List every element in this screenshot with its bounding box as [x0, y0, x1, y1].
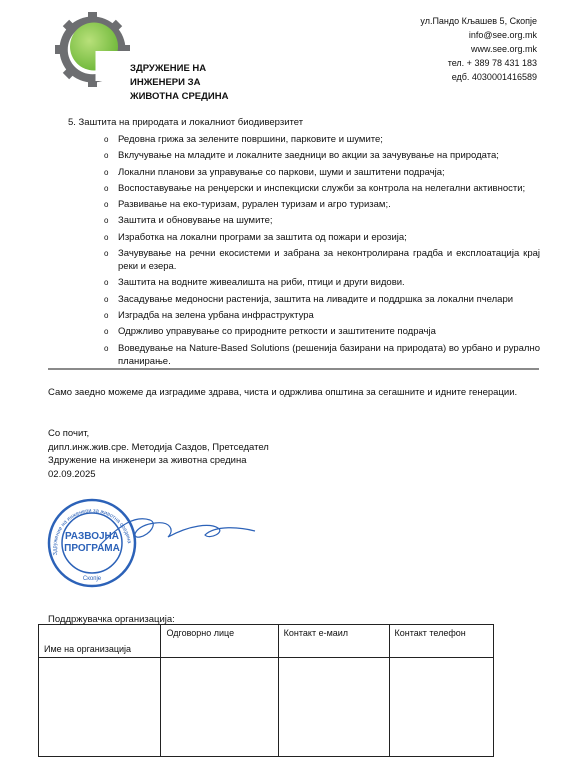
table-row — [39, 625, 494, 658]
bullet-marker: o — [104, 310, 109, 320]
list-item: o Воспоставување на ренџерски и инспекциски служби за контрола на нелегални активности; — [104, 182, 526, 194]
table-row — [39, 658, 494, 757]
column-header-responsible-person: Одговорно лице — [161, 625, 278, 658]
list-item: o Заштита и обновување на шумите; — [104, 215, 273, 227]
list-item: o Заштита на водните живеалишта на риби, птици и други видови. — [104, 277, 405, 289]
section-title: 5. Заштита на природата и локалниот биодиверзитет — [68, 117, 304, 128]
bullet-marker: o — [104, 167, 109, 177]
organization-name — [130, 62, 228, 104]
closing-statement: Само заедно можеме да изградиме здрава, чиста и одржлива општина за сегашните и идните генерации. — [48, 387, 518, 398]
list-item: o Локални планови за управување со паркови, шуми и заштитени подрачја; — [104, 166, 445, 178]
org-name-line: ЗДРУЖЕНИЕ НА — [130, 63, 207, 74]
organization-name-cell[interactable] — [39, 658, 161, 757]
column-header-organization: Име на организација — [39, 625, 161, 658]
website: www.see.org.mk — [470, 44, 537, 54]
list-item: o Редовна грижа за зелените површини, парковите и шумите; — [104, 134, 383, 145]
bullet-list — [104, 133, 540, 371]
bullet-marker: o — [104, 232, 109, 242]
bullet-marker: o — [104, 151, 109, 161]
address: ул.Пандо Кљашев 5, Скопје — [420, 16, 537, 26]
list-item: o Воведување на Nature-Based Solutions (решенија базирани на природата) во урбано и рурално планирање. — [104, 342, 540, 367]
contact-phone-cell[interactable] — [389, 658, 494, 757]
responsible-person-cell[interactable] — [161, 658, 278, 757]
column-header-contact-phone: Контакт телефон — [389, 625, 494, 658]
svg-text:Здружение на инженери за живот: Здружение на инженери за животна средина — [52, 508, 133, 556]
contact-email-cell[interactable] — [278, 658, 389, 757]
bullet-marker: o — [104, 343, 109, 353]
column-header-contact-email: Контакт е-маил — [278, 625, 389, 658]
stamp-icon — [49, 500, 135, 586]
bullet-marker: o — [104, 183, 109, 193]
supporting-organization-table — [38, 624, 494, 757]
signer-organization: Здружение на инженери за животна средина — [48, 455, 247, 466]
divider — [48, 368, 539, 370]
tax-id: едб. 4030001416589 — [451, 72, 537, 82]
list-item: o Одржливо управување со природните реткости и заштитените подрачја — [104, 326, 436, 338]
list-item: o Зачувување на речни екосистеми и забрана за неконтролирана градба и експлоатација крај реки и езера. — [104, 248, 540, 273]
list-item: o Изградба на зелена урбана инфраструктура — [104, 309, 314, 321]
svg-text:ПРОГРАМА: ПРОГРАМА — [64, 543, 120, 554]
list-item: o Засадување медоносни растенија, заштита на ливадите и поддршка за локални пчелари — [104, 293, 514, 305]
bullet-marker: o — [104, 216, 109, 226]
bullet-marker: o — [104, 327, 109, 337]
signature-date: 02.09.2025 — [48, 468, 96, 480]
svg-text:РАЗВОЈНА: РАЗВОЈНА — [64, 531, 120, 542]
org-name-line: ЖИВОТНА СРЕДИНА — [130, 91, 229, 102]
list-item: o Вклучување на младите и локалните заедници во акции за зачувување на природата; — [104, 150, 499, 162]
list-item: o Развивање на еко-туризам, рурален туризам и агро туризам;. — [104, 199, 391, 211]
phone: тел. + 389 78 431 183 — [447, 58, 537, 68]
svg-text:Скопје: Скопје — [82, 576, 102, 582]
email: info@see.org.mk — [468, 30, 537, 40]
supporting-organization-label: Поддржувачка организација: — [48, 614, 175, 625]
salutation: Со почит, — [48, 428, 90, 439]
list-item: o Изработка на локални програми за заштита од пожари и ерозија; — [104, 231, 407, 243]
bullet-marker: o — [104, 278, 109, 288]
bullet-marker: o — [104, 135, 109, 144]
stamp-and-signature — [40, 495, 270, 590]
contact-block — [420, 14, 537, 84]
signer-name: дипл.инж.жив.сре. Методија Саздов, Претседател — [48, 441, 269, 453]
bullet-marker: o — [104, 294, 109, 304]
organization-logo — [55, 12, 130, 87]
org-name-line: ИНЖЕНЕРИ ЗА — [130, 77, 201, 88]
bullet-marker: o — [104, 249, 109, 259]
signature-block — [48, 427, 269, 481]
bullet-marker: o — [104, 200, 109, 210]
